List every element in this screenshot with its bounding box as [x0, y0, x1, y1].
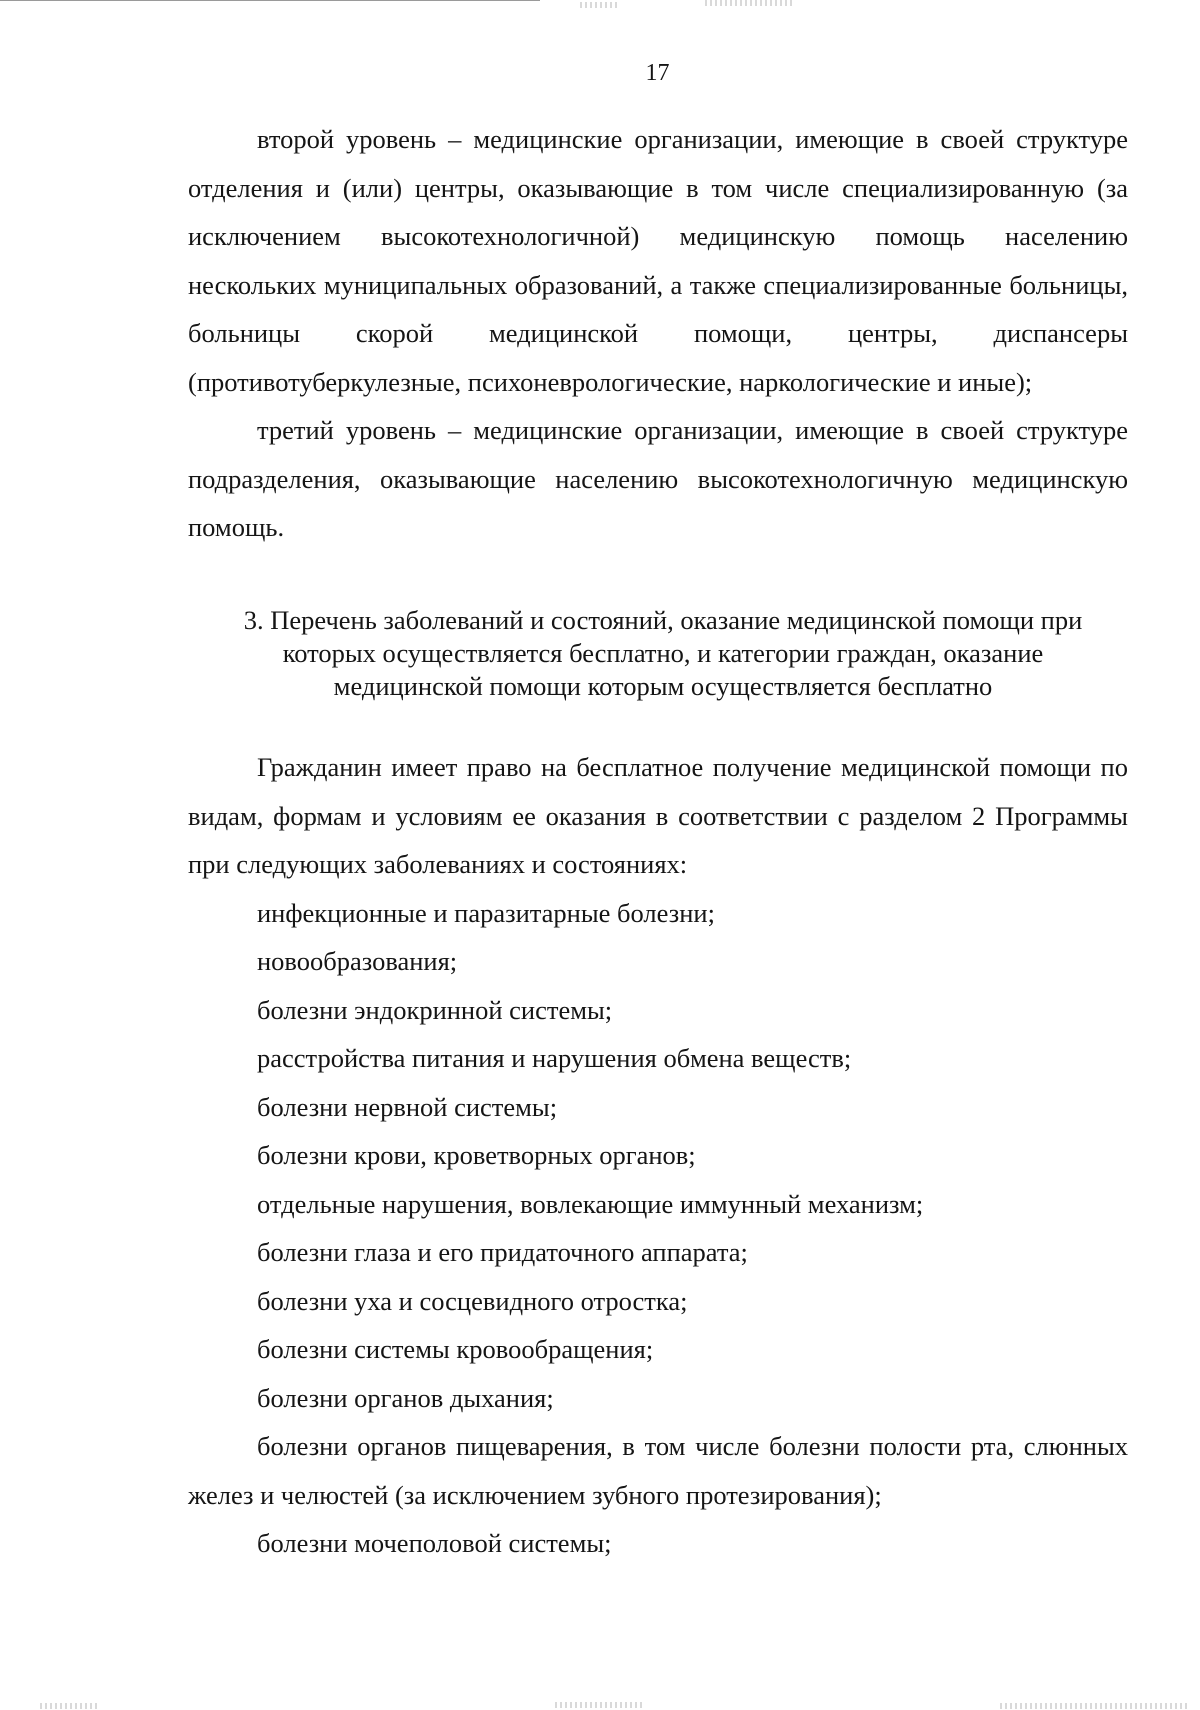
section-heading-line: которых осуществляется бесплатно, и категории граждан, оказание: [282, 638, 1044, 668]
paragraph-second-level: второй уровень – медицинские организации, имеющие в своей структуре отделения и (или) центры, оказывающие в том числе специализированную (за исключением высокотехнологичной) медицинскую помощь населению нескольких муниципальных образований, а также специализированные больницы, больницы скорой медицинской помощи, центры, диспансеры (противотуберкулезные, психоневрологические, наркологические и иные);: [188, 124, 1128, 397]
page-number: 17: [645, 60, 670, 86]
list-item: болезни нервной системы;: [257, 1091, 558, 1122]
scan-artifact-line: [0, 0, 540, 1]
conditions-section: [188, 743, 1128, 1568]
paragraph-third-level: третий уровень – медицинские организации, имеющие в своей структуре подразделения, оказывающие населению высокотехнологичную медицинскую помощь.: [188, 415, 1128, 542]
scan-artifact: [40, 1703, 100, 1709]
list-item: расстройства питания и нарушения обмена веществ;: [257, 1043, 852, 1073]
levels-section: [188, 115, 1128, 552]
list-item: отдельные нарушения, вовлекающие иммунный механизм;: [257, 1188, 924, 1219]
section-heading-line: 3. Перечень заболеваний и состояний, оказание медицинской помощи при: [243, 605, 1083, 635]
list-item: болезни органов пищеварения, в том числе болезни полости рта, слюнных желез и челюстей (за исключением зубного протезирования);: [188, 1431, 1128, 1510]
section-heading-line: медицинской помощи которым осуществляется бесплатно: [333, 671, 993, 701]
list-item: болезни эндокринной системы;: [257, 994, 613, 1025]
list-item: болезни глаза и его придаточного аппарата;: [257, 1237, 748, 1267]
list-item: болезни мочеполовой системы;: [257, 1528, 612, 1558]
section-heading: [188, 604, 1138, 703]
list-item: новообразования;: [257, 946, 458, 976]
list-item: болезни системы кровообращения;: [257, 1334, 654, 1364]
scan-artifact: [555, 1702, 645, 1708]
scan-artifact: [1000, 1703, 1190, 1709]
scan-artifact: [580, 2, 620, 8]
list-item: болезни уха и сосцевидного отростка;: [257, 1285, 688, 1316]
list-item: болезни крови, кроветворных органов;: [257, 1140, 696, 1170]
list-item: болезни органов дыхания;: [257, 1382, 554, 1413]
intro-paragraph: Гражданин имеет право на бесплатное получение медицинской помощи по видам, формам и условиям ее оказания в соответствии с разделом 2 Программы при следующих заболеваниях и состояниях:: [188, 752, 1128, 879]
scan-artifact: [705, 0, 795, 6]
list-item: инфекционные и паразитарные болезни;: [257, 897, 715, 928]
